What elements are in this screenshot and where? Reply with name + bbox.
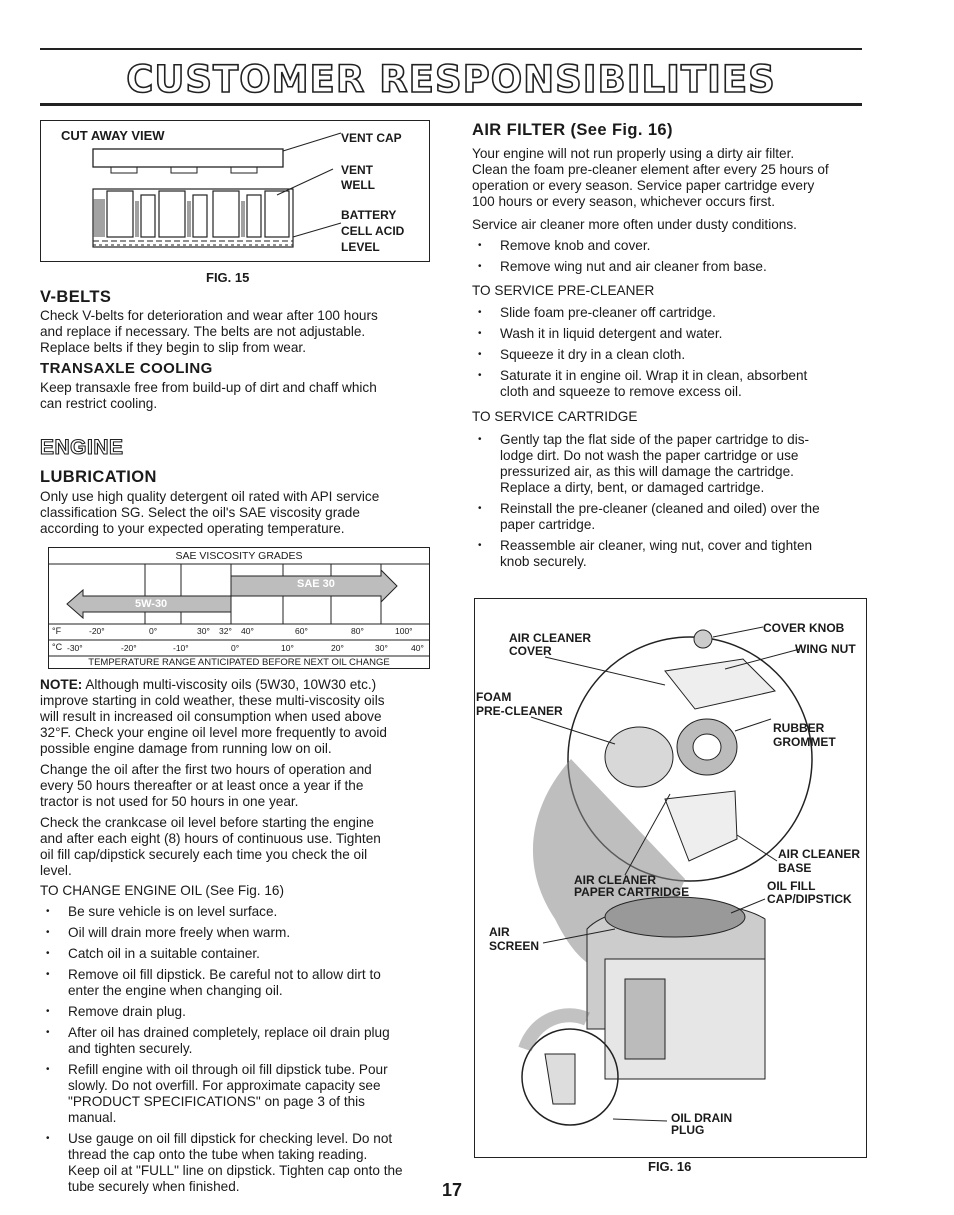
vent-cap-label: VENT CAP [341,131,402,145]
c-tick: 30° [375,643,388,653]
vent-well-label-1: VENT [341,163,374,177]
viscosity-footer: TEMPERATURE RANGE ANTICIPATED BEFORE NEXT OIL CHANGE [88,657,390,668]
f-tick: 30° [197,626,210,636]
oil-change-step: • Remove oil fill dipstick. Be careful not to allow dirt to enter the engine when changing oil. [40,967,440,999]
c-tick: -20° [121,643,137,653]
page-title: CUSTOMER RESPONSIBILITIES [126,58,776,101]
5w30-label: 5W-30 [135,598,168,610]
sae30-label: SAE 30 [297,578,335,590]
sae-viscosity-chart [48,547,430,669]
fahrenheit-unit: °F [52,626,62,636]
c-tick: -10° [173,643,189,653]
c-tick: 40° [411,643,424,653]
rubber-grommet-label-1: RUBBER [773,721,825,735]
crankcase-text: Check the crankcase oil level before starting the engine and after each eight (8) hours of continuous use. Tighten oil fill cap/dipstick securely each time you check the oil level. [40,815,381,878]
oil-change-step: • Refill engine with oil through oil fill dipstick tube. Pour slowly. Do not overfill. For approximate capacity see "PRODUCT SPECIFICATIONS" on page 3 of this manual. [40,1062,440,1126]
rubber-grommet-label-2: GROMMET [773,735,836,749]
air-cleaner-exploded-illustration [475,599,866,1157]
battery-acid-label-2: CELL ACID [341,224,405,238]
cartridge-step: • Gently tap the flat side of the paper cartridge to dis- lodge dirt. Do not wash the paper cartridge or use pressurized air, as this will damage the cartridge. Replace a dirty, bent, or damaged cartridge. [472,432,872,496]
oil-drain-plug-label-2: PLUG [671,1123,705,1137]
f-tick: 100° [395,626,413,636]
note-text: NOTE: Although multi-viscosity oils (5W30, 10W30 etc.) improve starting in cold weather, these multi-viscosity oils will result in increased oil consumption when used above 32°F. Check your engine oil level more frequently to avoid possible engine damage from running low on oil. [40,677,387,756]
air-filter-step: • Remove wing nut and air cleaner from base. [472,259,872,275]
f-tick: 0° [149,626,158,636]
oil-change-step: • Remove drain plug. [40,1004,440,1020]
air-cleaner-cover-label-1: AIR CLEANER [509,631,592,645]
vent-well-label-2: WELL [341,178,375,192]
f-tick: 32° [219,626,232,636]
air-filter-intro: Your engine will not run properly using a dirty air filter. Clean the foam pre-cleaner element after every 25 hours of operation or every season. Service paper cartridge every 100 hours or every season, whichever occurs first. [472,146,829,209]
viscosity-title: SAE VISCOSITY GRADES [175,550,303,562]
change-engine-oil-list [40,904,440,1200]
foam-pre-cleaner-label-1: FOAM [476,690,512,704]
air-screen-label-1: AIR [489,925,510,939]
transaxle-text: Keep transaxle free from build-up of dirt and chaff which can restrict cooling. [40,380,377,411]
oil-fill-label-1: OIL FILL [767,879,816,893]
air-filter-steps [472,238,872,280]
change-engine-oil-heading: TO CHANGE ENGINE OIL (See Fig. 16) [40,883,284,898]
pre-cleaner-heading: TO SERVICE PRE-CLEANER [472,283,655,298]
f-tick: 80° [351,626,364,636]
cut-away-view-label: CUT AWAY VIEW [61,128,165,143]
foam-pre-cleaner-label-2: PRE-CLEANER [476,704,563,718]
oil-change-step: • Be sure vehicle is on level surface. [40,904,440,920]
change-oil-text: Change the oil after the first two hours of operation and every 50 hours thereafter or at least once a year if the tractor is not used for 50 hours in one year. [40,762,372,809]
air-cleaner-cover-label-2: COVER [509,644,552,658]
f-tick: 40° [241,626,254,636]
vbelts-heading: V-BELTS [40,288,112,306]
c-tick: 10° [281,643,294,653]
cartridge-step: • Reinstall the pre-cleaner (cleaned and oiled) over the paper cartridge. [472,501,872,533]
lubrication-heading: LUBRICATION [40,468,157,486]
pre-cleaner-step: • Slide foam pre-cleaner off cartridge. [472,305,872,321]
paper-cartridge-label-2: PAPER CARTRIDGE [574,885,690,899]
page-number: 17 [442,1180,463,1200]
cartridge-heading: TO SERVICE CARTRIDGE [472,409,638,424]
top-rule [40,48,862,50]
cartridge-steps [472,432,872,575]
cover-knob-label: COVER KNOB [763,621,845,635]
fig15-battery-cutaway [40,120,430,262]
pre-cleaner-step: • Wash it in liquid detergent and water. [472,326,872,342]
air-cleaner-base-label-2: BASE [778,861,812,875]
f-tick: -20° [89,626,105,636]
oil-change-step: • Use gauge on oil fill dipstick for checking level. Do not thread the cap onto the tube when taking reading. Keep oil at "FULL" line on dipstick. Tighten cap onto the tube securely when finished. [40,1131,440,1195]
wing-nut-label: WING NUT [795,642,856,656]
battery-acid-label-1: BATTERY [341,208,397,222]
lubrication-text: Only use high quality detergent oil rated with API service classification SG. Select the oil's SAE viscosity grade according to your expected operating temperature. [40,489,380,536]
oil-change-step: • Oil will drain more freely when warm. [40,925,440,941]
cartridge-step: • Reassemble air cleaner, wing nut, cover and tighten knob securely. [472,538,872,570]
pre-cleaner-step: • Saturate it in engine oil. Wrap it in clean, absorbent cloth and squeeze to remove excess oil. [472,368,872,400]
fig16-engine-air-cleaner [474,598,867,1158]
c-tick: 0° [231,643,240,653]
pre-cleaner-step: • Squeeze it dry in a clean cloth. [472,347,872,363]
air-cleaner-base-label-1: AIR CLEANER [778,847,861,861]
note-label: NOTE: [40,677,83,692]
c-tick: -30° [67,643,83,653]
fig16-caption: FIG. 16 [648,1159,692,1174]
battery-acid-label-3: LEVEL [341,240,380,254]
oil-change-step: • After oil has drained completely, replace oil drain plug and tighten securely. [40,1025,440,1057]
fig15-caption: FIG. 15 [206,270,250,285]
oil-drain-plug-label-1: OIL DRAIN [671,1111,733,1125]
air-filter-step: • Remove knob and cover. [472,238,872,254]
vbelts-text: Check V-belts for deterioration and wear after 100 hours and replace if necessary. The belts are not adjustable. Replace belts if they begin to slip from wear. [40,308,378,355]
engine-heading: ENGINE [40,436,124,459]
air-screen-label-2: SCREEN [489,939,540,953]
oil-fill-label-2: CAP/DIPSTICK [767,892,852,906]
title-underline [40,103,862,106]
transaxle-heading: TRANSAXLE COOLING [40,360,213,377]
oil-change-step: • Catch oil in a suitable container. [40,946,440,962]
pre-cleaner-steps [472,305,872,405]
paper-cartridge-label-1: AIR CLEANER [574,873,657,887]
f-tick: 60° [295,626,308,636]
celsius-unit: °C [52,642,63,652]
air-filter-heading: AIR FILTER (See Fig. 16) [472,121,673,139]
dusty-conditions-text: Service air cleaner more often under dusty conditions. [472,217,797,232]
c-tick: 20° [331,643,344,653]
